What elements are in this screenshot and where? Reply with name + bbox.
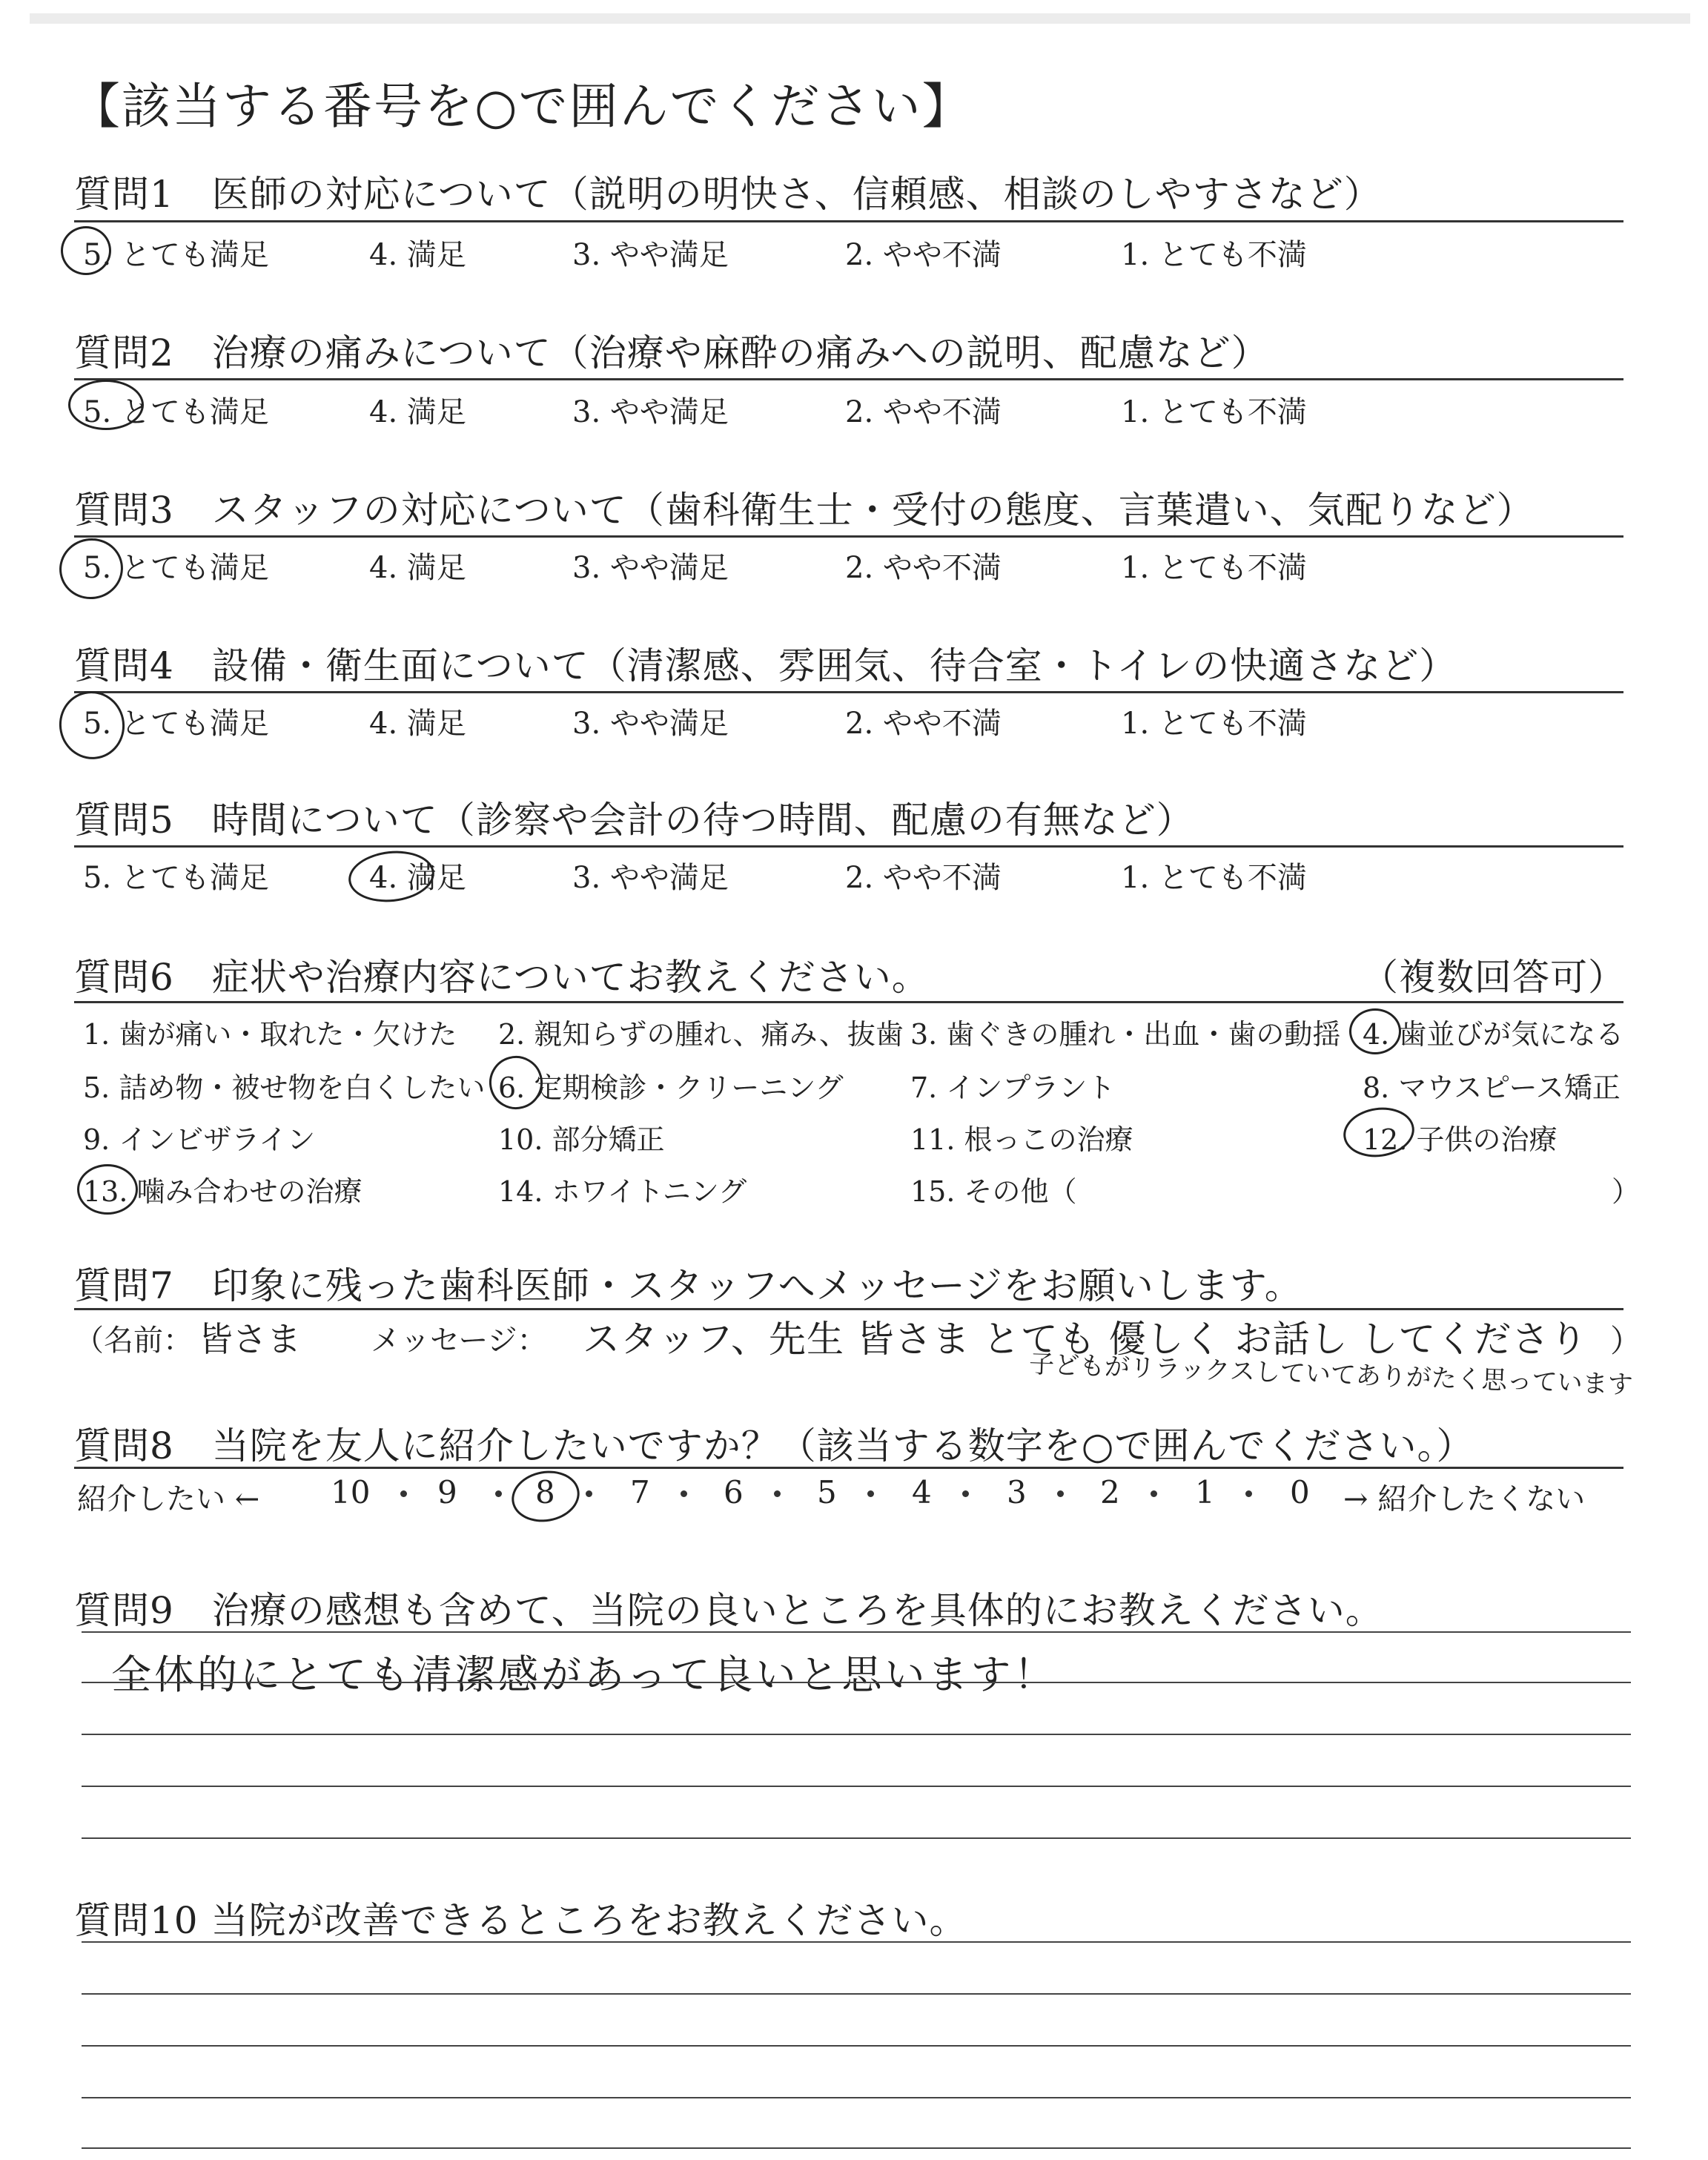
q8-separator-dot (774, 1490, 781, 1497)
q6-option-8[interactable]: 8. マウスピース矯正 (1363, 1071, 1621, 1104)
q1-option-2[interactable]: 2. やや不満 (845, 238, 1002, 272)
q8-separator-dot (400, 1490, 407, 1497)
q2-option-4[interactable]: 4. 満足 (369, 395, 466, 429)
q6-option-7[interactable]: 7. インプラント (910, 1071, 1116, 1104)
q6-option-5[interactable]: 5. 詰め物・被せ物を白くしたい (83, 1071, 486, 1104)
q8-scale-3[interactable]: 3 (1007, 1474, 1027, 1510)
q3-option-4[interactable]: 4. 満足 (369, 551, 466, 585)
q9-answer-line-1 (82, 1631, 1631, 1633)
q9-answer-line-2 (82, 1682, 1631, 1683)
question-5-rule (74, 845, 1623, 848)
question-1-rule (74, 220, 1623, 222)
q3-option-3[interactable]: 3. やや満足 (572, 551, 729, 585)
q3-option-1[interactable]: 1. とても不満 (1121, 551, 1307, 585)
q7-message-label: メッセージ： (371, 1324, 547, 1358)
form-title: 【該当する番号を○で囲んでください】 (71, 78, 973, 135)
q2-option-5[interactable]: 5. とても満足 (83, 395, 269, 429)
q5-option-2[interactable]: 2. やや不満 (845, 861, 1002, 895)
question-1-title: 質問1 医師の対応について（説明の明快さ、信頼感、相談のしやすさなど） (74, 173, 1382, 216)
q8-scale-0[interactable]: 0 (1290, 1474, 1310, 1510)
q8-separator-dot (962, 1490, 969, 1497)
q1-option-5[interactable]: 5. とても満足 (83, 238, 269, 272)
question-7-title: 質問7 印象に残った歯科医師・スタッフへメッセージをお願いします。 (74, 1264, 1302, 1307)
q9-answer-line-4 (82, 1786, 1631, 1787)
q8-separator-dot (1151, 1490, 1157, 1497)
q7-close-paren: ） (1610, 1323, 1642, 1359)
q4-option-5[interactable]: 5. とても満足 (83, 707, 269, 741)
q10-answer-line-3 (82, 2045, 1631, 2047)
q6-option-1[interactable]: 1. 歯が痛い・取れた・欠けた (83, 1018, 457, 1051)
q8-right-label: → 紹介したくない (1343, 1482, 1586, 1516)
q6-option-10[interactable]: 10. 部分矯正 (498, 1123, 665, 1156)
q5-option-5[interactable]: 5. とても満足 (83, 861, 269, 895)
q4-option-4[interactable]: 4. 満足 (369, 707, 466, 741)
question-4-rule (74, 691, 1623, 693)
q6-option-4[interactable]: 4. 歯並びが気になる (1363, 1018, 1624, 1051)
question-3-title: 質問3 スタッフの対応について（歯科衛生士・受付の態度、言葉遣い、気配りなど） (74, 489, 1535, 532)
q10-answer-line-5 (82, 2147, 1631, 2149)
q4-option-1[interactable]: 1. とても不満 (1121, 707, 1307, 741)
q6-option-6[interactable]: 6. 定期検診・クリーニング (498, 1071, 844, 1104)
q7-message-line-1[interactable]: スタッフ、先生 皆さま とても 優しく お話し してくださり (583, 1318, 1588, 1361)
question-9-title: 質問9 治療の感想も含めて、当院の良いところを具体的にお教えください。 (74, 1589, 1383, 1632)
q7-name-label: （名前： (74, 1324, 193, 1358)
q8-separator-dot (1057, 1490, 1064, 1497)
q8-scale-7[interactable]: 7 (630, 1474, 650, 1510)
q8-separator-dot (867, 1490, 874, 1497)
question-2-title: 質問2 治療の痛みについて（治療や麻酔の痛みへの説明、配慮など） (74, 331, 1269, 374)
q8-left-label: 紹介したい ← (77, 1482, 260, 1516)
q10-answer-line-4 (82, 2097, 1631, 2098)
q5-option-4[interactable]: 4. 満足 (369, 861, 466, 895)
q9-answer-line-3 (82, 1734, 1631, 1735)
q6-option-11[interactable]: 11. 根っこの治療 (910, 1123, 1133, 1156)
q8-scale-10[interactable]: 10 (331, 1474, 371, 1510)
q5-option-1[interactable]: 1. とても不満 (1121, 861, 1307, 895)
q10-answer-line-2 (82, 1993, 1631, 1995)
q6-option-13[interactable]: 13. 噛み合わせの治療 (83, 1175, 363, 1208)
q2-option-2[interactable]: 2. やや不満 (845, 395, 1002, 429)
q8-scale-9[interactable]: 9 (437, 1474, 457, 1510)
q8-scale-8[interactable]: 8 (535, 1474, 555, 1510)
question-3-rule (74, 535, 1623, 538)
q1-option-4[interactable]: 4. 満足 (369, 238, 466, 272)
q6-option-15[interactable]: 15. その他（ (910, 1175, 1077, 1208)
q5-option-3[interactable]: 3. やや満足 (572, 861, 729, 895)
q6-option-15-close: ） (1612, 1175, 1641, 1208)
q6-option-3[interactable]: 3. 歯ぐきの腫れ・出血・歯の動揺 (910, 1018, 1341, 1051)
q6-option-14[interactable]: 14. ホワイトニング (498, 1175, 747, 1208)
question-6-title: 質問6 症状や治療内容についてお教えください。 (74, 956, 930, 999)
question-4-title: 質問4 設備・衛生面について（清潔感、雰囲気、待合室・トイレの快適さなど） (74, 644, 1457, 687)
q2-option-3[interactable]: 3. やや満足 (572, 395, 729, 429)
q1-option-3[interactable]: 3. やや満足 (572, 238, 729, 272)
question-6-rule (74, 1001, 1623, 1003)
q8-separator-dot (681, 1490, 687, 1497)
q1-option-1[interactable]: 1. とても不満 (1121, 238, 1307, 272)
q3-option-2[interactable]: 2. やや不満 (845, 551, 1002, 585)
q8-separator-dot (1245, 1490, 1252, 1497)
question-2-rule (74, 378, 1623, 380)
q8-scale-5[interactable]: 5 (817, 1474, 837, 1510)
question-8-rule (74, 1467, 1623, 1469)
q8-scale-2[interactable]: 2 (1100, 1474, 1120, 1510)
question-5-title: 質問5 時間について（診察や会計の待つ時間、配慮の有無など） (74, 799, 1194, 842)
q9-answer-line-5 (82, 1837, 1631, 1839)
question-10-title: 質問10 当院が改善できるところをお教えください。 (74, 1899, 967, 1942)
q4-option-2[interactable]: 2. やや不満 (845, 707, 1002, 741)
q6-option-2[interactable]: 2. 親知らずの腫れ、痛み、抜歯 (498, 1018, 904, 1051)
q8-separator-dot (586, 1490, 592, 1497)
q6-option-12[interactable]: 12. 子供の治療 (1363, 1123, 1558, 1156)
q7-message-line-2[interactable]: 子どもがリラックスしていてありがたく思っています (1028, 1349, 1634, 1401)
scan-edge-band (30, 13, 1690, 24)
q9-answer-text[interactable]: 全体的にとても清潔感があって良いと思います！ (111, 1651, 1057, 1698)
q2-option-1[interactable]: 1. とても不満 (1121, 395, 1307, 429)
q3-option-5[interactable]: 5. とても満足 (83, 551, 269, 585)
q6-option-9[interactable]: 9. インビザライン (83, 1123, 316, 1156)
q8-separator-dot (495, 1490, 502, 1497)
question-6-note: （複数回答可） (1361, 956, 1626, 999)
q8-scale-6[interactable]: 6 (724, 1474, 744, 1510)
q10-answer-line-1 (82, 1941, 1631, 1943)
q4-option-3[interactable]: 3. やや満足 (572, 707, 729, 741)
question-8-title: 質問8 当院を友人に紹介したいですか？（該当する数字を○で囲んでください。） (74, 1424, 1474, 1467)
q8-scale-4[interactable]: 4 (912, 1474, 932, 1510)
q7-name-value[interactable]: 皆さま (199, 1319, 301, 1359)
q8-scale-1[interactable]: 1 (1195, 1474, 1215, 1510)
